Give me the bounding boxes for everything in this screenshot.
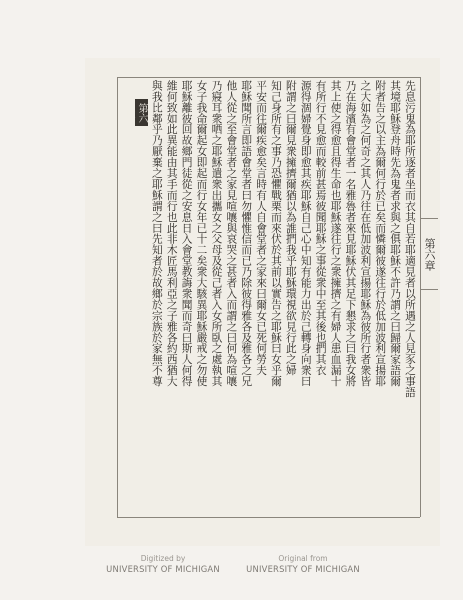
digitized-by-label: Digitized by [140, 554, 186, 563]
text-column: 維何致如此異能由其手而行也此非木匠馬利亞之子雅各約西猶大 [165, 80, 179, 387]
section-marker: 第六段 [135, 99, 148, 126]
text-column: 平安而往爾疾愈矣言時有人自會堂者之家來曰爾女已死何勞夫 [255, 80, 269, 376]
digitized-by-institution: UNIVERSITY OF MICHIGAN [106, 564, 220, 574]
text-column: 女子我命爾起女即起而行女年已十二矣衆大駭異耶穌嚴戒之勿使 [195, 80, 209, 387]
chapter-label: 第六章 [421, 218, 438, 290]
right-rule [420, 77, 421, 517]
text-column: 耶穌離彼回故鄉門徒從之安息日入會堂教誨衆聞而奇曰斯人何得 [180, 80, 194, 387]
text-column: 與我比鄰乎乃厭棄之耶穌謂之曰先知者於故鄉於宗族於家無不尊 [150, 80, 164, 387]
text-column: 附者告之以主為爾何行於已矣而憐爾彼遂往行於低加波利宣揚耶 [374, 80, 388, 387]
original-from-institution: UNIVERSITY OF MICHIGAN [246, 564, 360, 574]
bottom-rule [117, 517, 420, 518]
top-rule [117, 77, 420, 78]
text-column: 他人從之至會堂者之家見喧嚷與哀哭之甚者入而謂之曰何為喧嚷 [225, 80, 239, 387]
original-from-label: Original from [278, 554, 328, 563]
text-column: 其上使之得愈且得生命也耶穌遂往行之衆擁擠之有婦人患血漏十 [329, 80, 343, 387]
text-column: 附謂之曰爾見衆擁擠爾猶以為誰捫我乎耶穌環視欲見行此之婦 [284, 80, 298, 376]
text-column: 乃在海濱有會堂者一名雅魯者來見耶穌伏其足下懇求之曰我女將 [344, 80, 358, 387]
text-column: 有所行不見愈而較前甚焉彼聞耶穌之事從衆中至其後也捫其衣 [314, 80, 328, 376]
text-column: 先息污鬼為耶所逐者坐而衣其自若耶適見者以所遇之人見豕之事語 [404, 80, 417, 398]
body-text [119, 80, 417, 514]
original-from-credit [228, 553, 378, 575]
text-column: 其境耶穌登舟時先為鬼者求與之俱耶穌不許乃謂之曰歸爾家語爾 [389, 80, 403, 387]
digitized-by-credit [88, 553, 238, 575]
text-column: 源得涸婦覺身即愈其疾耶穌自己心中知有能力出於己轉身向衆曰 [299, 80, 313, 387]
left-rule [117, 77, 118, 517]
text-column: 知己身所有之事乃恐懼戰栗而來伏於其前以實告之耶穌曰女乎爾 [269, 80, 283, 387]
text-column: 乃寢耳衆哂之耶穌遣衆出攜女之父母及從己者入女所臥之處執其 [210, 80, 224, 387]
text-column: 之大如為之何奇之其人乃往在低加波利宣揚耶穌為彼所行者衆皆 [359, 80, 373, 387]
text-column: 耶穌聞所言即語會堂者曰勿懼惟信而已乃除彼得雅各及雅各之兄 [240, 80, 254, 387]
